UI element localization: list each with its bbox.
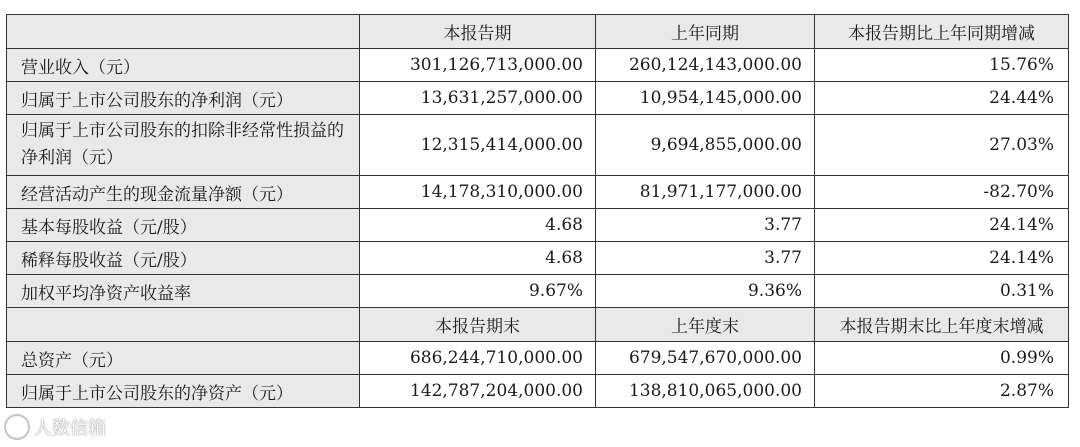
table-row — [7, 375, 1069, 408]
prior-value: 81,971,177,000.00 — [596, 176, 815, 209]
current-value: 14,178,310,000.00 — [360, 176, 596, 209]
current-value: 4.68 — [360, 242, 596, 275]
header-row-period-end — [7, 308, 1069, 342]
current-value: 9.67% — [360, 275, 596, 308]
current-value: 301,126,713,000.00 — [360, 49, 596, 82]
row-label-text: 归属于上市公司股东的扣除非经常性损益的净利润（元） — [21, 121, 344, 168]
change-value: 24.14% — [815, 242, 1069, 275]
row-label: 稀释每股收益（元/股） — [7, 242, 360, 275]
row-label: 总资产（元） — [7, 342, 360, 375]
table-row — [7, 342, 1069, 375]
financial-summary-table — [6, 14, 1069, 408]
row-label: 加权平均净资产收益率 — [7, 275, 360, 308]
watermark-logo-icon — [4, 414, 30, 440]
header-period-end: 本报告期末 — [360, 308, 596, 342]
change-value: 15.76% — [815, 49, 1069, 82]
prior-value: 138,810,065,000.00 — [596, 375, 815, 408]
watermark-text: 人数信箱 — [34, 418, 106, 439]
change-value: 24.14% — [815, 209, 1069, 242]
header-period-change: 本报告期比上年同期增减 — [815, 15, 1069, 49]
change-value: 0.31% — [815, 275, 1069, 308]
header-prior-period: 上年同期 — [596, 15, 815, 49]
row-label — [7, 115, 360, 176]
row-label: 归属于上市公司股东的净资产（元） — [7, 375, 360, 408]
prior-value: 260,124,143,000.00 — [596, 49, 815, 82]
watermark — [4, 414, 106, 440]
prior-value: 679,547,670,000.00 — [596, 342, 815, 375]
header-row-period — [7, 15, 1069, 49]
row-label: 经营活动产生的现金流量净额（元） — [7, 176, 360, 209]
table-row — [7, 82, 1069, 115]
table-row — [7, 275, 1069, 308]
current-value: 12,315,414,000.00 — [360, 115, 596, 176]
table-row — [7, 209, 1069, 242]
current-value: 686,244,710,000.00 — [360, 342, 596, 375]
prior-value: 9,694,855,000.00 — [596, 115, 815, 176]
prior-value: 3.77 — [596, 242, 815, 275]
table-row — [7, 115, 1069, 176]
change-value: 27.03% — [815, 115, 1069, 176]
row-label: 营业收入（元） — [7, 49, 360, 82]
prior-value: 10,954,145,000.00 — [596, 82, 815, 115]
change-value: 0.99% — [815, 342, 1069, 375]
header-blank-cell — [7, 308, 360, 342]
header-blank-cell — [7, 15, 360, 49]
change-value: -82.70% — [815, 176, 1069, 209]
header-prior-year-end: 上年度末 — [596, 308, 815, 342]
header-year-end-change: 本报告期末比上年度末增减 — [815, 308, 1069, 342]
prior-value: 9.36% — [596, 275, 815, 308]
current-value: 4.68 — [360, 209, 596, 242]
change-value: 2.87% — [815, 375, 1069, 408]
table-row — [7, 176, 1069, 209]
change-value: 24.44% — [815, 82, 1069, 115]
row-label: 归属于上市公司股东的净利润（元） — [7, 82, 360, 115]
header-current-period: 本报告期 — [360, 15, 596, 49]
current-value: 142,787,204,000.00 — [360, 375, 596, 408]
table-row — [7, 242, 1069, 275]
current-value: 13,631,257,000.00 — [360, 82, 596, 115]
row-label: 基本每股收益（元/股） — [7, 209, 360, 242]
table-row — [7, 49, 1069, 82]
prior-value: 3.77 — [596, 209, 815, 242]
